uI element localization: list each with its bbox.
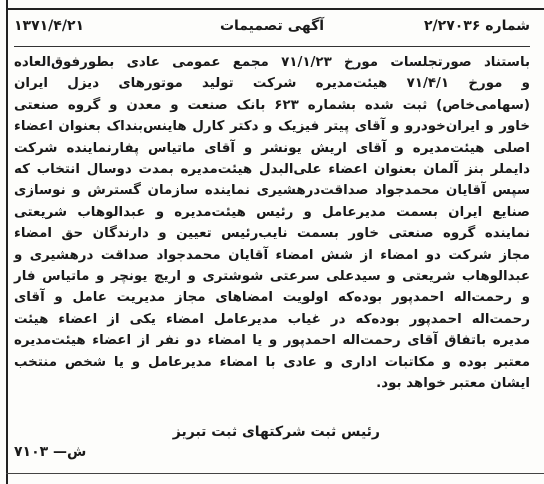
- body-line: معتبر بوده و مکاتبات اداری و عادی با امضاء مدیرعامل و یا شخص منتخب: [14, 354, 530, 370]
- left-border-rule: [6, 0, 8, 484]
- body-line: نماینده گروه صنعتی خاور بسمت نایب‌رئیس تعیین و دارندگان حق امضاء: [14, 226, 530, 242]
- registration-code: ش— ۷۱۰۳: [14, 444, 87, 460]
- notice-number: شماره ۲/۲۷۰۳۶: [424, 18, 530, 34]
- bottom-border-rule: [6, 473, 544, 474]
- notice-title: آگهی تصمیمات: [219, 18, 325, 34]
- body-line: (سهامی‌خاص) ثبت شده بشماره ۶۲۳ بانک صنعت و معدن و گروه صنعتی: [14, 97, 530, 113]
- body-line: صنایع ایران بسمت مدیرعامل و رئیس هیئت‌مدیره و عبدالوهاب شریعتی: [14, 204, 530, 220]
- body-line: مدیره باتفاق آقای رحمت‌اله احمدپور و یا امضاء دو نفر از اعضاء هیئت‌مدیره: [14, 333, 530, 349]
- notice-date: ۱۳۷۱/۴/۲۱: [14, 18, 85, 34]
- body-line: رحمت‌اله احمدپور بوده‌که در غیاب مدیرعامل امضاء یکی از اعضاء هیئت: [14, 311, 530, 327]
- top-border-rule: [6, 8, 544, 10]
- body-line: اصلی هیئت‌مدیره و آقای اریش یونشر و آقای ماتیاس پفارنماینده شرکت: [14, 140, 530, 156]
- body-line: سپس آقایان محمدجواد صداقت‌درهشیری نماینده سازمان گسترش و نوسازی: [14, 183, 530, 199]
- body-line: و مورخ ۷۱/۴/۱ هیئت‌مدیره شرکت تولید موتورهای دیزل ایران: [14, 76, 530, 92]
- registrar-signature: رئیس ثبت شرکتهای ثبت تبریز: [172, 424, 380, 440]
- body-line: عبدالوهاب شریعتی و سیدعلی سرعتی شوشتری و اریچ یونچر و ماتیاس فار: [14, 269, 530, 285]
- body-line: خاور و ایران‌خودرو و آقای پیتر فیزیک و دکتر کارل هاینس‌بنداک بعنوان اعضاء: [14, 119, 530, 135]
- notice-footer: [14, 420, 530, 470]
- notice-header: [14, 14, 530, 44]
- body-line: ایشان معتبر خواهد بود.: [376, 376, 530, 392]
- body-line: و رحمت‌اله احمدپور بوده‌که اولویت امضاهای مجاز مدیریت عامل و آقای: [14, 290, 530, 306]
- body-line: دایملر بنز آلمان بعنوان اعضاء علی‌البدل هیئت‌مدیره بمدت دوسال انتخاب که: [14, 162, 530, 178]
- notice-body: [14, 52, 530, 395]
- body-line: مجاز شرکت دو امضاء از شش امضاء آقایان محمدجواد صداقت درهشیری و: [14, 247, 530, 263]
- header-divider: [14, 46, 530, 47]
- body-line: باستناد صورتجلسات مورخ ۷۱/۱/۲۳ مجمع عمومی عادی بطورفوق‌العاده: [14, 55, 530, 70]
